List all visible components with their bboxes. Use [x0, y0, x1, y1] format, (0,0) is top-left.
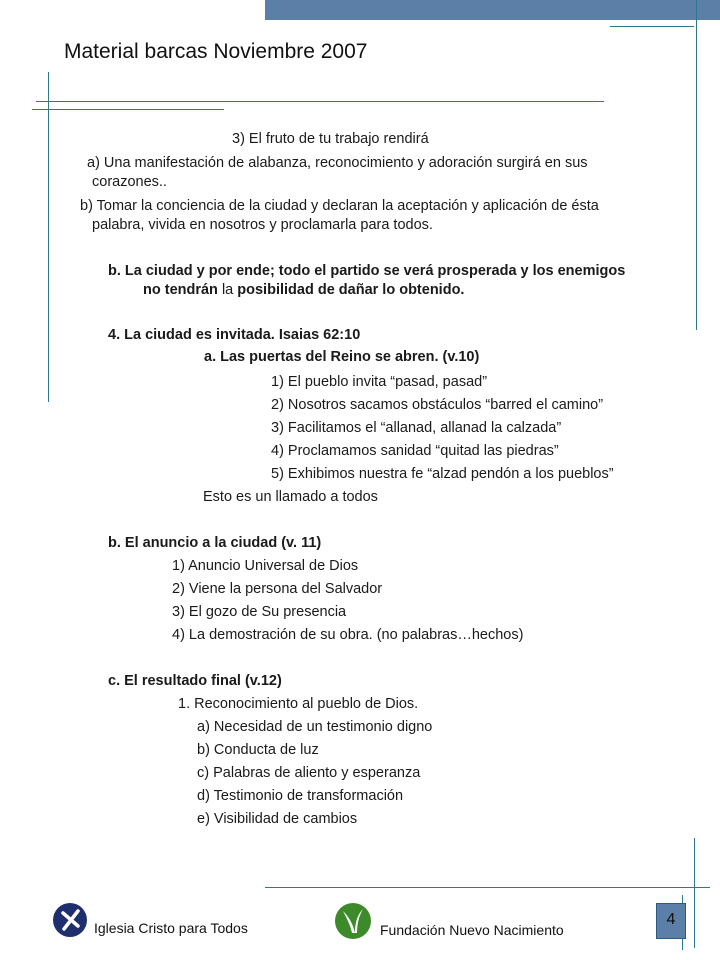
- text-line: Esto es un llamado a todos: [203, 489, 378, 505]
- section-heading: 4. La ciudad es invitada. Isaias 62:10: [108, 327, 361, 343]
- list-item: 2) Nosotros sacamos obstáculos “barred el camino”: [271, 397, 604, 413]
- list-item: c) Palabras de aliento y esperanza: [197, 765, 421, 781]
- sprout-logo-icon: [334, 902, 372, 940]
- header-accent-bar: [265, 0, 720, 20]
- list-item: 4) La demostración de su obra. (no palabras…hechos): [172, 627, 524, 643]
- list-item: 2) Viene la persona del Salvador: [172, 581, 383, 597]
- list-item: 1. Reconocimiento al pueblo de Dios.: [178, 696, 419, 712]
- list-item: 4) Proclamamos sanidad “quitad las piedras”: [271, 443, 559, 459]
- rule: [36, 101, 604, 102]
- cross-logo-icon: [52, 902, 88, 938]
- footer-church-name: Iglesia Cristo para Todos: [94, 920, 248, 936]
- list-item: b) Conducta de luz: [197, 742, 319, 758]
- text-line: b) Tomar la conciencia de la ciudad y declaran la aceptación y aplicación de ésta: [80, 198, 599, 214]
- plain-span: la: [221, 282, 234, 298]
- page-title: Material barcas Noviembre 2007: [64, 40, 368, 63]
- rule: [32, 109, 224, 110]
- rule: [265, 887, 710, 888]
- text-line: a) Una manifestación de alabanza, reconocimiento y adoración surgirá en sus: [87, 155, 588, 171]
- section-heading: 3) El fruto de tu trabajo rendirá: [232, 131, 429, 147]
- rule: [696, 0, 697, 330]
- text-line: corazones..: [92, 174, 167, 190]
- list-item: 5) Exhibimos nuestra fe “alzad pendón a los pueblos”: [271, 466, 614, 482]
- list-item: e) Visibilidad de cambios: [197, 811, 358, 827]
- mixed-text-line: [143, 281, 464, 299]
- rule: [694, 838, 695, 948]
- list-item: 3) Facilitamos el “allanad, allanad la calzada”: [271, 420, 562, 436]
- section-heading: c. El resultado final (v.12): [108, 673, 282, 689]
- footer-foundation-name: Fundación Nuevo Nacimiento: [380, 922, 564, 938]
- bold-span: posibilidad de dañar lo obtenido.: [237, 282, 465, 298]
- bold-span: no tendrán: [143, 282, 218, 298]
- page-number-box: [656, 903, 686, 939]
- page-number: 4: [666, 911, 676, 928]
- section-heading: b. El anuncio a la ciudad (v. 11): [108, 535, 322, 551]
- rule: [48, 72, 49, 402]
- list-item: d) Testimonio de transformación: [197, 788, 404, 804]
- list-item: 1) Anuncio Universal de Dios: [172, 558, 359, 574]
- list-item: 3) El gozo de Su presencia: [172, 604, 347, 620]
- list-item: 1) El pueblo invita “pasad, pasad”: [271, 374, 488, 390]
- subsection-heading: a. Las puertas del Reino se abren. (v.10): [204, 349, 480, 365]
- bold-text-line: b. La ciudad y por ende; todo el partido se verá prosperada y los enemigos: [108, 263, 626, 279]
- rule: [610, 26, 694, 27]
- list-item: a) Necesidad de un testimonio digno: [197, 719, 433, 735]
- text-line: palabra, vivida en nosotros y proclamarla para todos.: [92, 217, 433, 233]
